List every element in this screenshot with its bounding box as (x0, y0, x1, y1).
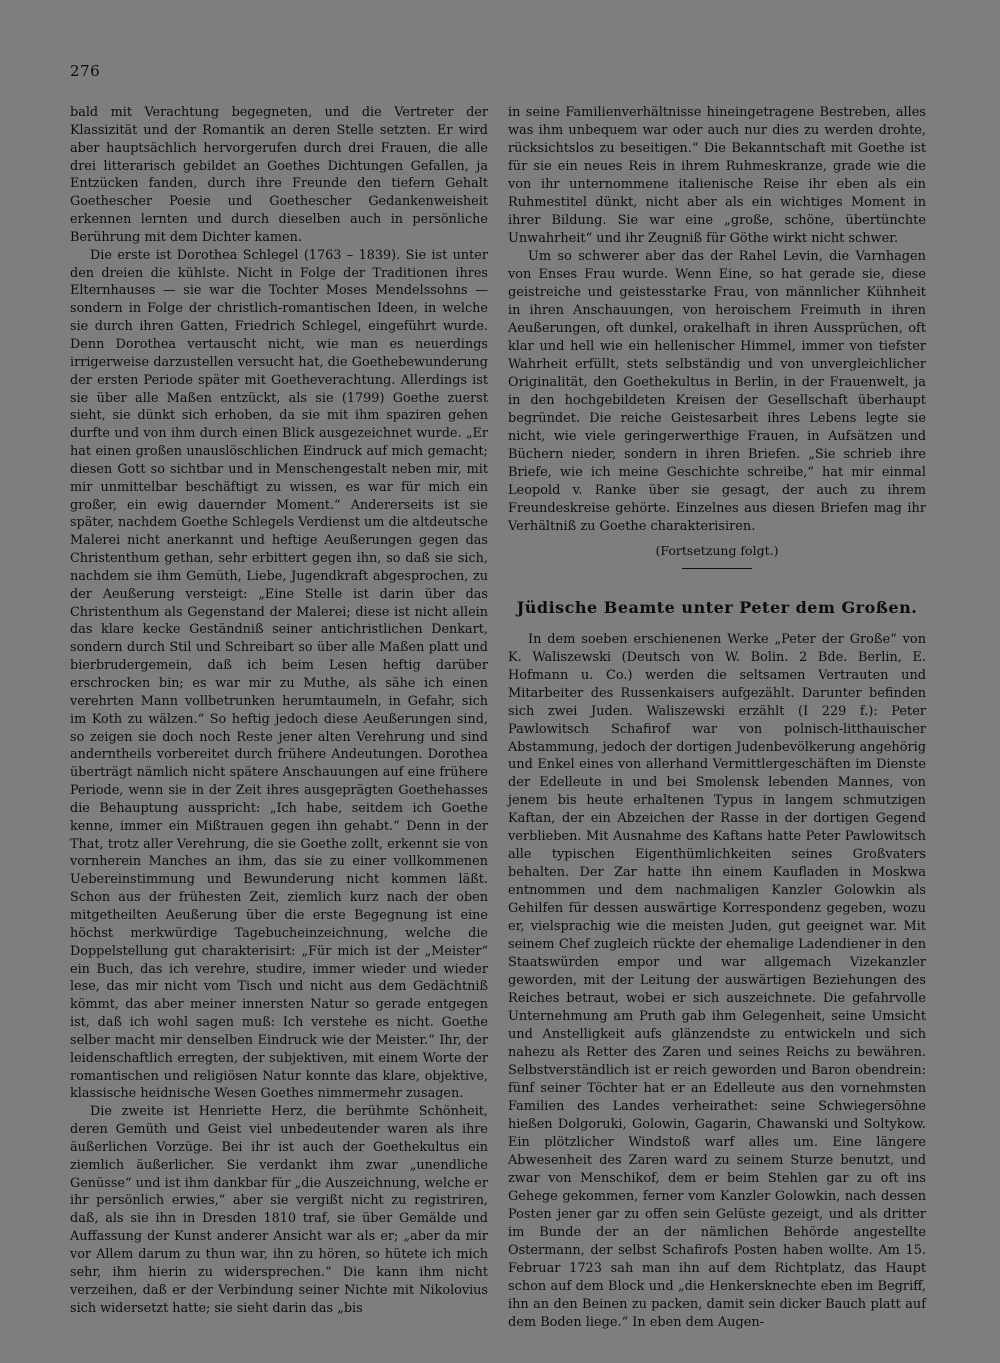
paragraph: Die erste ist Dorothea Schlegel (1763 – 1839). Sie ist unter den dreien die kühlste. Nicht in Folge der Traditionen ihres Elternhauses — sie war die Tochter Moses Mendelssohns — sondern in Folge der christlich-romantischen Ideen, in welche sie durch ihren Gatten, Friedrich Schlegel, eingeführt wurde. Denn Dorothea vertauscht nicht, wie man es neuerdings irrigerweise darzustellen versucht hat, die Goethebewunderung der ersten Periode später mit Goetheverachtung. Allerdings ist sie über alle Maßen entzückt, als sie (1799) Goethe zuerst sieht, sie dünkt sich erhoben, da sie mit ihm spaziren gehen durfte und von ihm durch einen Blick ausgezeichnet wurde. „Er hat einen großen unauslöschlichen Eindruck auf mich gemacht; diesen Gott so sichtbar und in Menschengestalt neben mir, mit mir unmittelbar beschäftigt zu wissen, es war für mich ein großer, ein ewig dauernder Moment.“ Andererseits ist sie später, nachdem Goethe Schlegels Verdienst um die altdeutsche Malerei nicht anerkannt und heftige Aeußerungen gegen das Christenthum gethan, sehr erbittert gegen ihn, so daß sie sich, nachdem sie ihm Gemüth, Liebe, Jugendkraft abgesprochen, zu der Aeußerung versteigt: „Eine Stelle ist darin über das Christenthum als Gegenstand der Malerei; diese ist nicht allein das klare kecke Geständniß seiner antichristlichen Denkart, sondern durch Stil und Schreibart so über alle Maßen platt und bierbrudergemein, daß ich beim Lesen heftig darüber erschrocken bin; es war mir zu Muthe, als sähe ich einen verehrten Mann vollbetrunken herumtaumeln, in Gefahr, sich im Koth zu wälzen.“ So heftig jedoch diese Aeußerungen sind, so zeigen sie doch noch Reste jener alten Verehrung und sind anderntheils vorbereitet durch frühere Andeutungen. Dorothea überträgt nämlich nicht spätere Anschauungen auf eine frühere Periode, wenn sie in der Zeit ihres ausgeprägten Goethehasses die Behauptung ausspricht: „Ich habe, seitdem ich Goethe kenne, immer ein Mißtrauen gegen ihn gehabt.“ Denn in der That, trotz aller Verehrung, die sie Goethe zollt, erkennt sie von vornherein Manches an ihm, das sie zu einer vollkommenen Uebereinstimmung und Bewunderung nicht kommen läßt. Schon aus der frühesten Zeit, ziemlich kurz nach der oben mitgetheilten Aeußerung über die erste Begegnung ist eine höchst merkwürdige Tagebucheinzeichnung, welche die Doppelstellung gut charakterisirt: „Für mich ist der „Meister“ ein Buch, das ich verehre, studire, immer wieder und wieder lese, das mir nicht vom Tisch und nicht aus dem Gedächtniß kömmt, das aber meiner innersten Natur so gerade entgegen ist, daß ich wohl sagen muß: Ich verstehe es nicht. Goethe selber macht mir denselben Eindruck wie der Meister.“ Ihr, der leidenschaftlich erregten, der subjektiven, mit einem Worte der romantischen und religiösen Natur konnte das klare, objektive, klassische heidnische Wesen Goethes nimmermehr zusagen. (70, 247, 488, 1102)
paragraph: Die zweite ist Henriette Herz, die berühmte Schönheit, deren Gemüth und Geist viel unbedeutender waren als ihre äußerlichen Vorzüge. Bei ihr ist auch der Goethekultus ein ziemlich äußerlicher. Sie verdankt ihm zwar „unendliche Genüsse“ und ist ihm dankbar für „die Auszeichnung, welche er ihr persönlich erwies,“ aber sie vergißt nicht zu registriren, daß, als sie ihn in Dresden 1810 traf, sie über Gemälde und Auffassung der Kunst anderer Ansicht war als er; „aber da mir vor Allem darum zu thun war, ihn zu hören, so hütete ich mich sehr, ihm hierin zu widersprechen.“ Die kann ihm nicht verzeihen, daß er der Verbindung seiner Nichte mit Nikolovius sich widersetzt hatte; sie sieht darin das „bis (70, 1104, 488, 1316)
paragraph: bald mit Verachtung begegneten, und die Vertreter der Klassizität und der Romantik an deren Stelle setzten. Er wird aber hauptsächlich hervorgerufen durch drei Frauen, die alle drei litterarisch gebildet an Goethes Dichtungen Gefallen, ja Entzücken fanden, durch ihre Freunde den tiefern Gehalt Goethescher Poesie und Goethescher Gedankenweisheit erkennen lernten und durch dieselben auch in persönliche Berührung mit dem Dichter kamen. (70, 105, 488, 245)
paragraph: in seine Familienverhältnisse hineingetragene Bestreben, alles was ihm unbequem war oder auch nur dies zu werden drohte, rücksichtslos zu beseitigen.“ Die Bekanntschaft mit Goethe ist für sie ein neues Reis in ihrem Ruhmeskranze, grade wie die von ihr unternommene italienische Reise ihr eben als ein Ruhmestitel dünkt, nicht aber als ein wichtiges Moment in ihrer Bildung. Sie war eine „große, schöne, übertünchte Unwahrheit“ und ihr Zeugniß für Göthe wirkt nicht schwer. (508, 105, 926, 246)
paragraph: In dem soeben erschienenen Werke „Peter der Große“ von K. Waliszewski (Deutsch von W. Bolin. 2 Bde. Berlin, E. Hofmann u. Co.) werden die seltsamen Vertrauten und Mitarbeiter des Russenkaisers aufgezählt. Darunter befinden sich zwei Juden. Waliszewski erzählt (I 229 f.): Peter Pawlowitsch Schafirof war von polnisch-litthauischer Abstammung, jedoch der dortigen Judenbevölkerung angehörig und Enkel eines von allerhand Vermittlergeschäften im Dienste der Edelleute in und bei Smolensk lebenden Mannes, von jenem bis heute erhaltenen Typus in langem schmutzigen Kaftan, der ein Abzeichen der Rasse in der dortigen Gegend verblieben. Mit Ausnahme des Kaftans hatte Peter Pawlowitsch alle typischen Eigenthümlichkeiten seines Großvaters behalten. Der Zar hatte ihn einem Kaufladen in Moskwa entnommen und dem nachmaligen Kanzler Golowkin als Gehilfen für dessen auswärtige Korrespondenz gegeben, wozu er, vielsprachig wie die meisten Juden, gut geeignet war. Mit seinem Chef zugleich rückte der ehemalige Ladendiener in den Staatswürden empor und war allgemach Vizekanzler geworden, mit der Leitung der auswärtigen Beziehungen des Reiches betraut, wobei er sich auszeichnete. Die gefahrvolle Unternehmung am Pruth gab ihm Gelegenheit, seine Umsicht und Anstelligkeit aufs glänzendste zu entwickeln und sich nahezu als Retter des Zaren und seines Reichs zu bewähren. Selbstverständlich ist er reich geworden und Baron obendrein: fünf seiner Töchter hat er an Edelleute aus den vornehmsten Familien des Landes verheirathet: seine Schwiegersöhne hießen Dolgoruki, Golowin, Gagarin, Chawanski und Soltykow. Ein plötzlicher Windstoß warf alles um. Eine längere Abwesenheit des Zaren ward zu seinem Sturze benutzt, und zwar von Menschikof, dem er beim Stehlen gar zu oft ins Gehege gekommen, ferner vom Kanzler Golowkin, nach dessen Posten jener gar zu offen sein Gelüste gezeigt, und als dritter im Bunde der an der nämlichen Behörde angestellte Ostermann, der selbst Schafirofs Posten haben wollte. Am 15. Februar 1723 sah man ihn auf dem Richtplatz, das Haupt schon auf dem Block und „die Henkersknechte eben im Begriff, ihn an den Beinen zu packen, damit sein dicker Bauch platt auf dem Boden liege.“ In eben dem Augen- (508, 631, 926, 1330)
page-number: 276 (70, 62, 101, 80)
divider (682, 568, 752, 569)
right-column (508, 104, 926, 1332)
continuation-note: (Fortsetzung folgt.) (655, 542, 779, 558)
paragraph: Um so schwerer aber das der Rahel Levin, die Varnhagen von Enses Frau wurde. Wenn Eine, so hat gerade sie, diese geistreiche und geistesstarke Frau, von männlicher Kühnheit in ihren Anschauungen, von heroischem Freimuth in ihren Aeußerungen, oft dunkel, orakelhaft in ihren Aussprüchen, oft klar und hell wie ein hellenischer Himmel, immer von tiefster Wahrheit erfüllt, stets selbständig und von unvergleichlicher Originalität, den Goethekultus in Berlin, in der Frauenwelt, ja in den hochgebildeten Kreisen der Gesellschaft überhaupt begründet. Die reiche Geistesarbeit ihres Lebens legte sie nicht, wie viele geringerwerthige Frauen, in Aufsätzen und Büchern nieder, sondern in ihren Briefen. „Sie schrieb ihre Briefe, wie ich meine Geschichte schreibe,“ hat mir einmal Leopold v. Ranke über sie gesagt, der auch zu ihrem Freundeskreise gehörte. Einzelnes aus diesen Briefen mag ihr Verhältniß zu Goethe charakterisiren. (508, 248, 926, 534)
left-column (70, 104, 488, 1317)
section-heading: Jüdische Beamte unter Peter dem Großen. (516, 597, 918, 617)
